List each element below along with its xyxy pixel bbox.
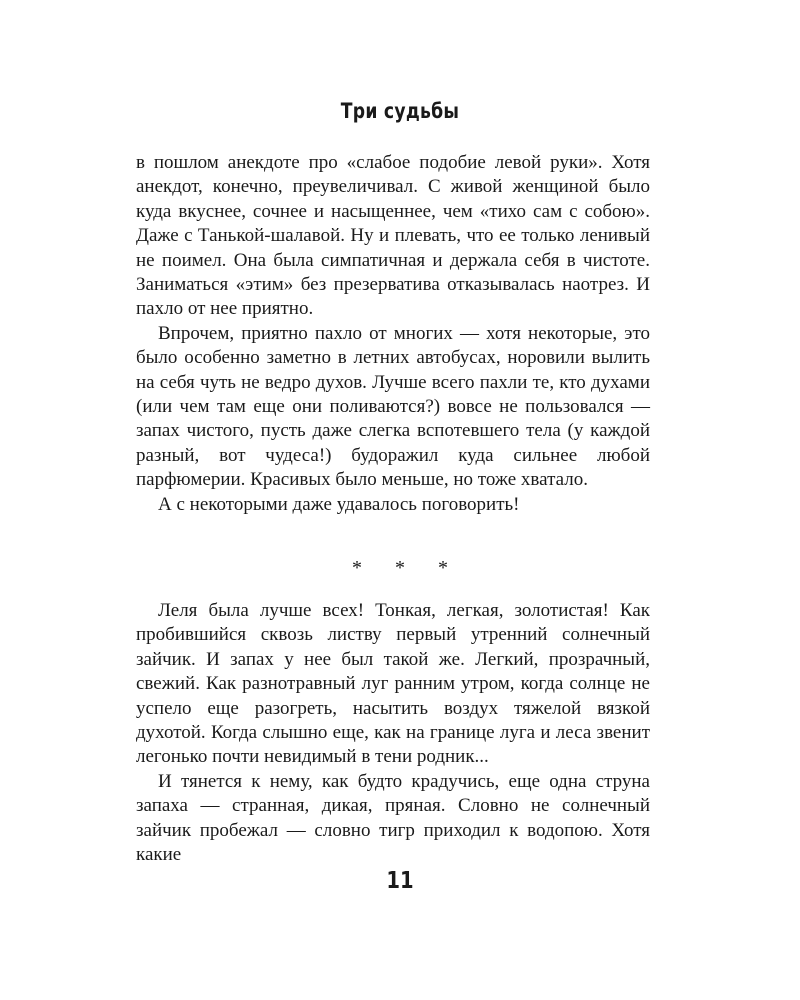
paragraph: в пошлом анекдоте про «слабое подобие левой руки». Хотя анекдот, конечно, преувеличивал. С живой женщиной было куда вкуснее, сочнее и насыщеннее, чем «тихо сам с собою». Даже с Танькой-шалавой. Ну и плевать, что ее только ленивый не поимел. Она была симпатичная и держала себя в чистоте. Заниматься «этим» без презерватива отказывалась наотрез. И пахло от нее приятно.	[136, 152, 650, 320]
paragraph: Впрочем, приятно пахло от многих — хотя некоторые, это было особенно заметно в летних автобусах, норовили вылить на себя чуть не ведро духов. Лучше всего пахли те, кто духами (или чем там еще они поливаются?) вовсе не пользовался — запах чистого, пусть даже слегка вспотевшего тела (у каждой разный, вот чудеса!) будоражил куда сильнее любой парфюмерии. Красивых было меньше, но тоже хватало.	[136, 322, 650, 491]
running-head-title: Три судьбы	[340, 99, 460, 123]
text-section-1	[136, 151, 650, 517]
section-separator: * * *	[352, 557, 462, 579]
paragraph: И тянется к нему, как будто крадучись, еще одна струна запаха — странная, дикая, пряная. Словно не солнечный зайчик пробежал — словно тигр приходил к водопою. Хотя какие	[136, 770, 650, 866]
paragraph: Леля была лучше всех! Тонкая, легкая, золотистая! Как пробившийся сквозь листву первый утренний солнечный зайчик. И запах у нее был такой же. Легкий, прозрачный, свежий. Как разнотравный луг ранним утром, когда солнце не успело еще разогреть, насытить воздух тяжелой вязкой духотой. Когда слышно еще, как на границе луга и леса звенит легонько почти невидимый в тени родник...	[136, 600, 650, 768]
paragraph: А с некоторыми даже удавалось поговорить!	[158, 493, 520, 515]
page-number: 11	[386, 868, 414, 894]
text-section-2	[136, 599, 650, 867]
